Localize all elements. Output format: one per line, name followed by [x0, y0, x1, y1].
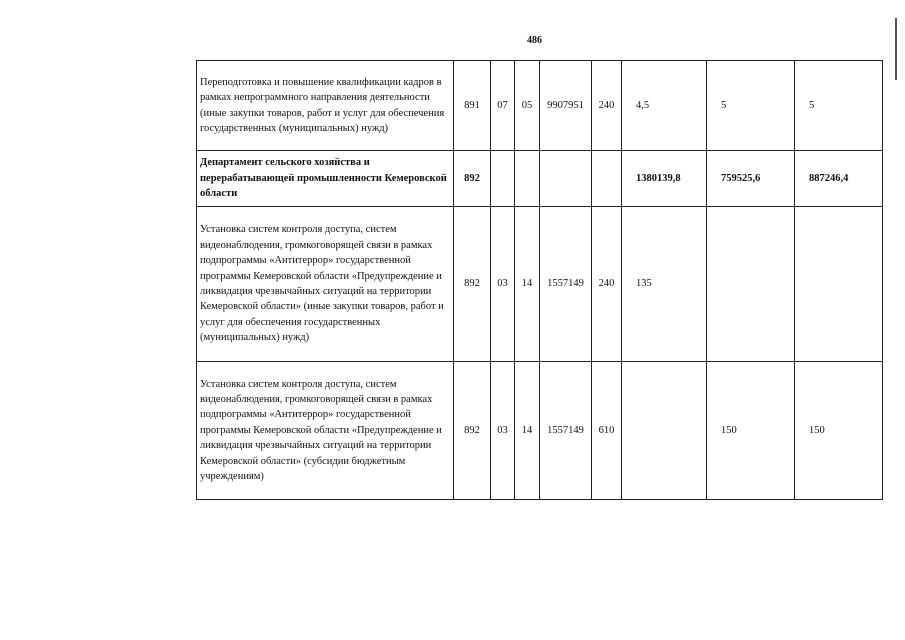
expense-type-code [592, 151, 622, 207]
budget-table [196, 60, 883, 500]
subsection-code: 14 [515, 362, 540, 500]
amount-year-3 [795, 207, 883, 362]
amount-year-2: 759525,6 [707, 151, 795, 207]
page-number: 486 [527, 35, 542, 46]
ministry-code: 891 [454, 61, 491, 151]
amount-year-3: 150 [795, 362, 883, 500]
ministry-code: 892 [454, 362, 491, 500]
target-article-code: 1557149 [540, 362, 592, 500]
scan-edge-line [895, 18, 897, 80]
amount-year-3: 5 [795, 61, 883, 151]
table-row [197, 151, 883, 207]
row-description: Установка систем контроля доступа, систем видеонаблюдения, громкоговорящей связи в рамках подпрограммы «Антитеррор» государственной программы Кемеровской области «Предупреждение и ликвидация чрезвычайных ситуаций на территории Кемеровской области» (субсидии бюджетным учреждениям) [197, 362, 454, 500]
section-code: 03 [491, 362, 515, 500]
subsection-code: 05 [515, 61, 540, 151]
amount-year-1 [622, 362, 707, 500]
row-description: Департамент сельского хозяйства и перерабатывающей промышленности Кемеровской области [197, 151, 454, 207]
table-row [197, 207, 883, 362]
ministry-code: 892 [454, 207, 491, 362]
amount-year-2 [707, 207, 795, 362]
ministry-code: 892 [454, 151, 491, 207]
amount-year-2: 150 [707, 362, 795, 500]
amount-year-1: 135 [622, 207, 707, 362]
amount-year-1: 1380139,8 [622, 151, 707, 207]
expense-type-code: 240 [592, 61, 622, 151]
amount-year-3: 887246,4 [795, 151, 883, 207]
target-article-code [540, 151, 592, 207]
row-description: Установка систем контроля доступа, систем видеонаблюдения, громкоговорящей связи в рамках подпрограммы «Антитеррор» государственной программы Кемеровской области «Предупреждение и ликвидация чрезвычайных ситуаций на территории Кемеровской области» (иные закупки товаров, работ и услуг для обеспечения государственных (муниципальных) нужд) [197, 207, 454, 362]
section-code [491, 151, 515, 207]
amount-year-1: 4,5 [622, 61, 707, 151]
table-row [197, 362, 883, 500]
amount-year-2: 5 [707, 61, 795, 151]
subsection-code: 14 [515, 207, 540, 362]
section-code: 07 [491, 61, 515, 151]
target-article-code: 1557149 [540, 207, 592, 362]
subsection-code [515, 151, 540, 207]
target-article-code: 9907951 [540, 61, 592, 151]
row-description: Переподготовка и повышение квалификации кадров в рамках непрограммного направления деятельности (иные закупки товаров, работ и услуг для обеспечения государственных (муниципальных) нужд) [197, 61, 454, 151]
table-row [197, 61, 883, 151]
section-code: 03 [491, 207, 515, 362]
expense-type-code: 240 [592, 207, 622, 362]
expense-type-code: 610 [592, 362, 622, 500]
